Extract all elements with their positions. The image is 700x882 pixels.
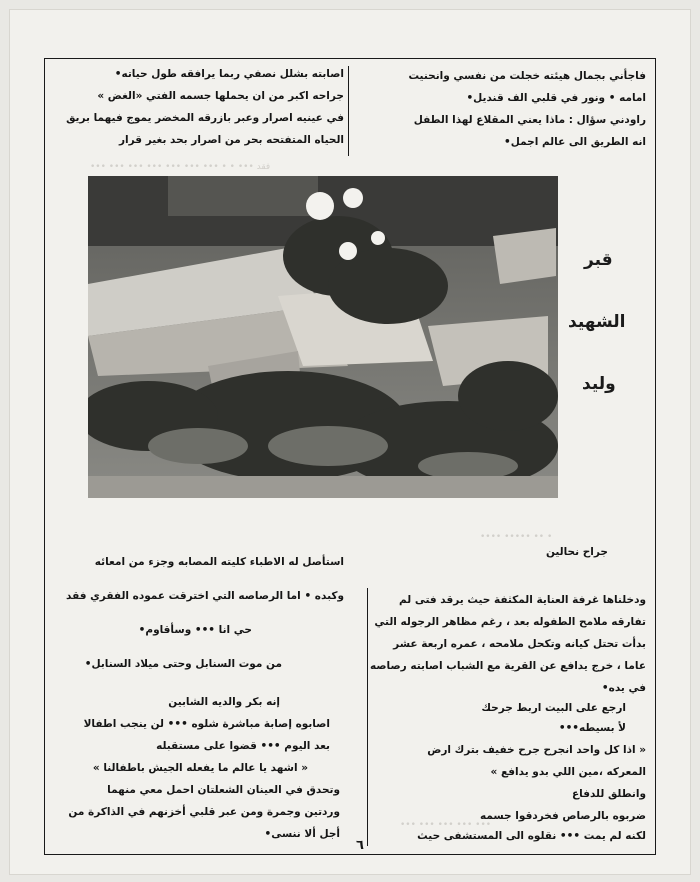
text-line: « اشهد يا عالم ما يفعله الجيش باطفالنا » bbox=[92, 762, 308, 774]
text-line: وتحدق في العينان الشعلتان احمل معي منهما bbox=[107, 784, 340, 796]
section-heading: جراح نحالين bbox=[545, 546, 608, 558]
text-line: تفارقه ملامح الطفوله بعد ، رغم مظاهر الرجوله التي bbox=[374, 616, 646, 628]
column-divider bbox=[367, 588, 368, 846]
text-line: لكنه لم يمت ••• نقلوه الى المستشفى حيث bbox=[417, 830, 646, 842]
text-line: ضربوه بالرصاص فخردقوا جسمه bbox=[479, 810, 646, 822]
bleed-through-text: • •• ••••• •••• bbox=[480, 532, 553, 542]
text-line: حي انا ••• وسأقاوم• bbox=[138, 624, 252, 636]
text-line: امامه • ونور في قلبي الف قنديل• bbox=[466, 92, 646, 104]
text-line: استأصل له الاطباء كليته المصابه وجزء من امعائه bbox=[94, 556, 344, 568]
text-line: اصابته بشلل نصفي ربما يرافقه طول حياته• bbox=[114, 68, 344, 80]
text-line: الحياه المتفتحه بحر من اصرار بحد بغير قرار bbox=[119, 134, 344, 146]
text-line: انه الطريق الى عالم اجمل• bbox=[504, 136, 646, 148]
text-line: اصابوه إصابة مباشرة شلوه ••• لن ينجب اطفالا bbox=[83, 718, 330, 730]
text-line: عاما ، خرج يدافع عن القرية مع الشباب اصابته رصاصه bbox=[370, 660, 646, 672]
caption-word: الشهيد bbox=[568, 312, 626, 332]
text-line: « اذا كل واحد انجرح جرح خفيف بترك ارض bbox=[427, 744, 646, 756]
text-line: لأ بسيطه••• bbox=[558, 722, 626, 734]
section-heading: إنه بكر والديه الشابين bbox=[168, 696, 280, 708]
text-line: وكبده • اما الرصاصه التي اخترقت عموده الفقري فقد bbox=[66, 590, 344, 602]
bleed-through-text: فقد ••• • • ••• ••• ••• ••• ••• ••• ••• bbox=[90, 162, 271, 172]
text-line: وانطلق للدفاع bbox=[572, 788, 646, 800]
page-number: ٦ bbox=[356, 838, 364, 853]
text-line: في يده• bbox=[601, 682, 646, 694]
text-line: في عينيه اصرار وعبر بازرقه المخضر يموج فيهما بريق bbox=[66, 112, 344, 124]
text-line: ارجع على البيت اربط جرحك bbox=[481, 702, 626, 714]
text-line: فاجأني بجمال هيئته خجلت من نفسي وانحنيت bbox=[408, 70, 646, 82]
text-line: ودخلناها غرفة العناية المكثفة حيث يرقد فتى لم bbox=[398, 594, 646, 606]
column-divider bbox=[348, 66, 349, 156]
text-line: المعركه ،مين اللي بدو يدافع » bbox=[490, 766, 646, 778]
text-line: أجل ألا ننسى• bbox=[264, 828, 340, 840]
text-line: جراحه اكبر من ان يحملها جسمه الفتي «الغض » bbox=[97, 90, 344, 102]
text-line: بدأت تحتل كيانه وتكحل ملامحه ، عمره اربعة عشر bbox=[393, 638, 646, 650]
text-line: راودني سؤال : ماذا يعني المقلاع لهذا الطفل bbox=[413, 114, 646, 126]
text-line: وردتين وجمرة ومن عبر قلبي أخزنهم في الذاكرة من bbox=[68, 806, 340, 818]
caption-word: وليد bbox=[582, 374, 616, 394]
caption-word: قبر bbox=[584, 250, 613, 270]
text-line: من موت السنابل وحتى ميلاد السنابل• bbox=[84, 658, 282, 670]
bleed-through-text: ••• ••• ••• ••• ••• bbox=[400, 820, 492, 830]
text-line: بعد اليوم ••• قضوا على مستقبله bbox=[156, 740, 330, 752]
grave-photo bbox=[88, 176, 558, 498]
